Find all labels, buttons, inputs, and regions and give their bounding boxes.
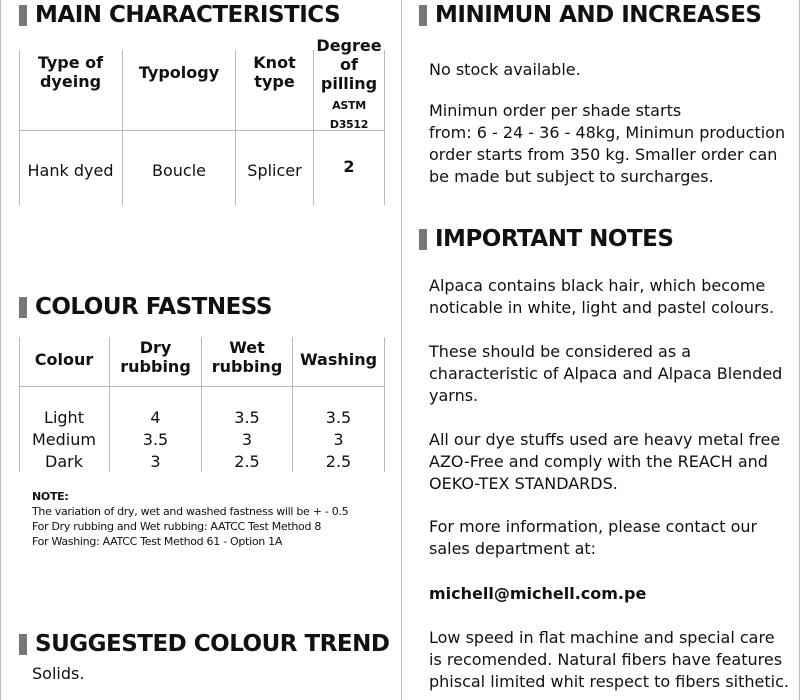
value-typology: Boucle xyxy=(152,160,206,180)
colour-fastness-heading xyxy=(19,294,272,320)
contact-email[interactable]: michell@michell.com.pe xyxy=(429,584,647,603)
main-characteristics-table xyxy=(19,36,385,205)
heading-bar xyxy=(19,634,27,655)
note-line: The variation of dry, wet and washed fastness will be + - 0.5 xyxy=(32,505,349,518)
notes-line: characteristic of Alpaca and Alpaca Blended xyxy=(429,364,783,383)
minimum-order-text xyxy=(429,100,789,188)
colour-fastness-table xyxy=(19,337,385,472)
header-knot-type: Knot type xyxy=(253,53,296,91)
important-notes-title: IMPORTANT NOTES xyxy=(435,226,674,252)
notes-paragraph-5 xyxy=(429,627,789,693)
value-type-of-dyeing: Hank dyed xyxy=(27,160,114,180)
row-dark-dry: 3 xyxy=(150,452,161,471)
suggested-trend-text: Solids. xyxy=(32,664,85,683)
washing-column xyxy=(293,407,384,473)
header-degree-of-pilling xyxy=(314,36,384,131)
notes-paragraph-1 xyxy=(429,275,789,319)
row-medium-colour: Medium xyxy=(32,430,96,449)
row-dark-wet: 2.5 xyxy=(234,452,260,471)
suggested-trend-title: SUGGESTED COLOUR TREND xyxy=(35,631,390,657)
header-washing: Washing xyxy=(299,349,378,369)
notes-line: OEKO-TEX STANDARDS. xyxy=(429,474,618,493)
heading-bar xyxy=(419,5,427,26)
notes-line: Alpaca contains black hair, which become xyxy=(429,276,766,295)
header-dry-rubbing: Dry rubbing xyxy=(120,338,191,376)
row-light-colour: Light xyxy=(44,408,84,427)
minimum-title: MINIMUN AND INCREASES xyxy=(435,2,762,28)
column-divider xyxy=(401,0,402,700)
row-dark-colour: Dark xyxy=(45,452,83,471)
main-characteristics-title: MAIN CHARACTERISTICS xyxy=(35,2,341,28)
main-characteristics-heading xyxy=(19,2,340,28)
row-light-washing: 3.5 xyxy=(325,408,352,427)
colour-column xyxy=(19,407,109,473)
important-notes-heading xyxy=(419,226,673,252)
header-colour: Colour xyxy=(34,349,94,369)
heading-bar xyxy=(19,297,27,318)
header-typology: Typology xyxy=(138,62,220,82)
notes-line: These should be considered as a xyxy=(429,342,692,361)
order-line: be made but subject to surcharges. xyxy=(429,167,714,186)
row-medium-dry: 3.5 xyxy=(142,430,169,449)
fastness-notes xyxy=(32,489,348,549)
dry-rubbing-column xyxy=(110,407,201,473)
row-light-wet: 3.5 xyxy=(234,408,260,427)
notes-paragraph-2 xyxy=(429,341,789,407)
suggested-trend-heading xyxy=(19,631,389,657)
notes-paragraph-3 xyxy=(429,429,789,495)
stock-text xyxy=(429,59,789,81)
stock-line: No stock available. xyxy=(429,60,581,79)
minimum-heading xyxy=(419,2,761,28)
pilling-standard: ASTM D3512 xyxy=(329,99,369,131)
header-wet-rubbing: Wet rubbing xyxy=(211,338,283,376)
notes-line: sales department at: xyxy=(429,539,597,558)
row-dark-washing: 2.5 xyxy=(325,452,352,471)
note-line: For Dry rubbing and Wet rubbing: AATCC Test Method 8 xyxy=(32,520,322,533)
value-degree-of-pilling: 2 xyxy=(343,156,355,176)
notes-line: Low speed in flat machine and special care xyxy=(429,628,775,647)
notes-line: All our dye stuffs used are heavy metal free xyxy=(429,430,781,449)
heading-bar xyxy=(419,229,427,250)
row-medium-washing: 3 xyxy=(333,430,344,449)
order-line: from: 6 - 24 - 36 - 48kg, Minimun production xyxy=(429,123,786,142)
wet-rubbing-column xyxy=(202,407,292,473)
colour-fastness-title: COLOUR FASTNESS xyxy=(35,294,272,320)
notes-line: AZO-Free and comply with the REACH and xyxy=(429,452,768,471)
header-type-of-dyeing: Type of dyeing xyxy=(37,53,104,91)
note-title: NOTE: xyxy=(32,490,69,503)
header-degree-of-pilling-label: Degree of pilling xyxy=(316,36,382,93)
note-line: For Washing: AATCC Test Method 61 - Option 1A xyxy=(32,535,283,548)
order-line: Minimun order per shade starts xyxy=(429,101,682,120)
heading-bar xyxy=(19,5,27,26)
notes-line: phiscal limited whit respect to fibers sithetic. xyxy=(429,672,789,691)
notes-line: For more information, please contact our xyxy=(429,517,758,536)
notes-line: is recomended. Natural fibers have features xyxy=(429,650,783,669)
row-medium-wet: 3 xyxy=(241,430,253,449)
notes-paragraph-4 xyxy=(429,516,789,560)
order-line: order starts from 350 kg. Smaller order can xyxy=(429,145,778,164)
notes-line: noticable in white, light and pastel colours. xyxy=(429,298,775,317)
left-border xyxy=(0,0,1,700)
row-light-dry: 4 xyxy=(150,408,161,427)
notes-line: yarns. xyxy=(429,386,479,405)
value-knot-type: Splicer xyxy=(247,160,302,180)
